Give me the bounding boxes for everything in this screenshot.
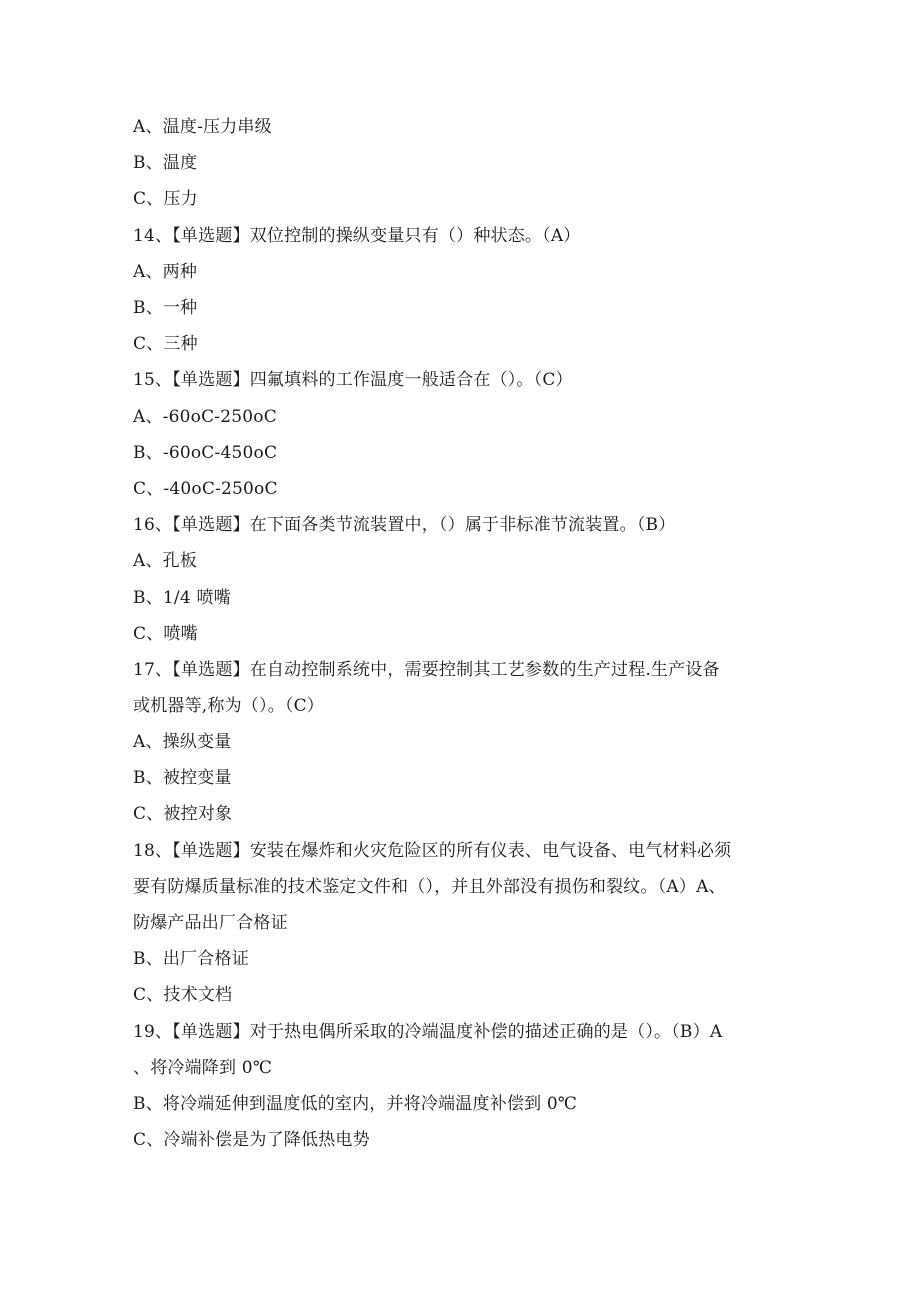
option-line: A、操纵变量 [133,732,232,752]
option-line: C、压力 [133,189,198,209]
question-line: 15、【单选题】四氟填料的工作温度一般适合在（）。（C） [133,370,573,390]
option-line: A、温度-压力串级 [133,117,272,137]
option-line: B、温度 [133,153,198,173]
option-line: C、三种 [133,334,198,354]
option-line: B、-60oC-450oC [133,443,278,463]
option-line: B、出厂合格证 [133,949,249,969]
option-line: B、一种 [133,298,198,318]
question-line: 18、【单选题】安装在爆炸和火灾危险区的所有仪表、电气设备、电气材料必须 [133,841,732,861]
option-line: C、喷嘴 [133,624,198,644]
option-line: A、两种 [133,262,198,282]
option-line: A、孔板 [133,551,198,571]
question-line: 要有防爆质量标准的技术鉴定文件和（），并且外部没有损伤和裂纹。（A）A、 [133,877,726,897]
question-line: 16、【单选题】在下面各类节流装置中，（）属于非标准节流装置。（B） [133,515,676,535]
option-line: 防爆产品出厂合格证 [133,913,288,933]
option-line: C、技术文档 [133,985,233,1005]
question-line: 或机器等,称为（）。（C） [133,696,325,716]
question-line: 19、【单选题】对于热电偶所采取的冷端温度补偿的描述正确的是（）。（B）A [133,1022,723,1042]
option-line: B、1/4 喷嘴 [133,588,231,608]
question-line: 14、【单选题】双位控制的操纵变量只有（）种状态。（A） [133,226,581,246]
option-line: B、被控变量 [133,768,232,788]
option-line: 、将冷端降到 0℃ [133,1058,273,1078]
option-line: A、-60oC-250oC [133,407,277,427]
question-line: 17、【单选题】在自动控制系统中，需要控制其工艺参数的生产过程.生产设备 [133,660,720,680]
option-line: C、-40oC-250oC [133,479,278,499]
option-line: C、被控对象 [133,804,233,824]
option-line: B、将冷端延伸到温度低的室内，并将冷端温度补偿到 0℃ [133,1094,578,1114]
option-line: C、冷端补偿是为了降低热电势 [133,1130,370,1150]
